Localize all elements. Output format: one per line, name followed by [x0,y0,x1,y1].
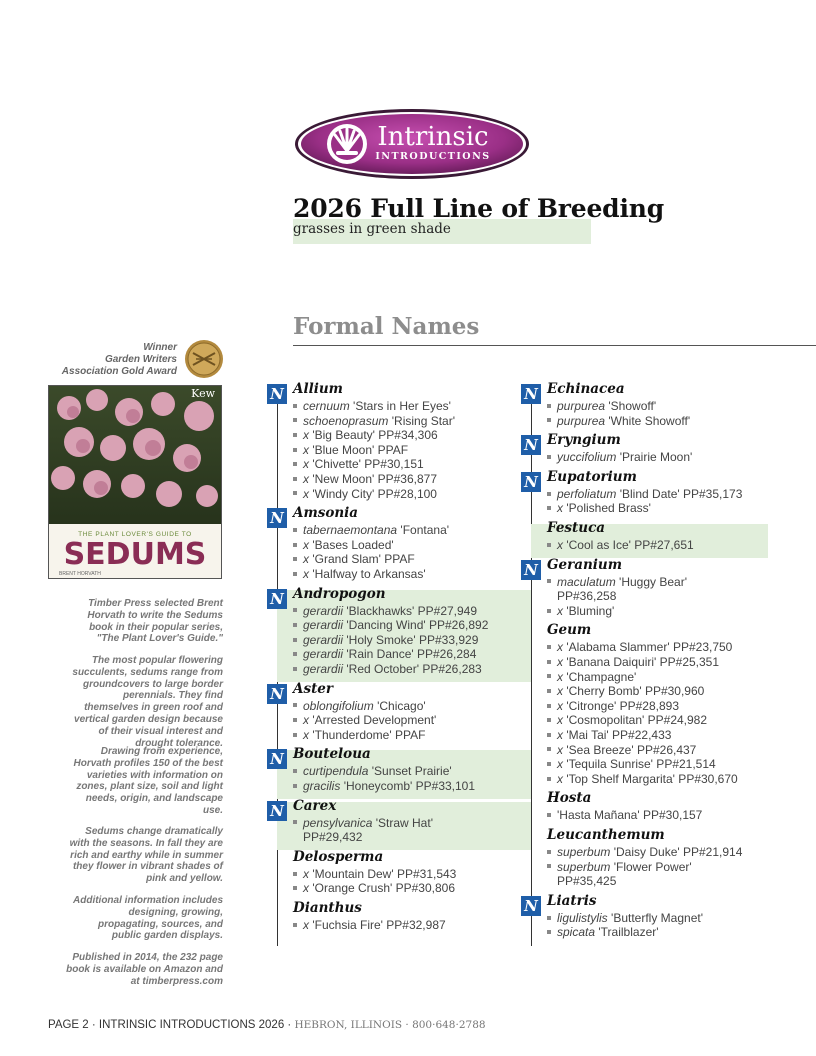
cultivar-name: 'Red October' PP#26,283 [346,662,482,676]
cultivar-entry [547,575,687,590]
cultivar-name: 'Halfway to Arkansas' [312,567,426,581]
genus-heading: Delosperma [293,848,384,865]
cultivar-entry [293,867,456,882]
bullet-icon [547,718,551,722]
species-name: x [303,442,309,457]
bullet-icon [547,733,551,737]
species-name: x [303,567,309,581]
cultivar-entry [293,779,475,794]
genus-heading: Carex [293,797,337,814]
species-name: x [557,501,563,516]
cultivar-name: 'Butterfly Magnet' [611,910,703,925]
cultivar-name: 'Arrested Development' [312,713,437,728]
sidebar-paragraph: Drawing from experience, Horvath profiles 150 of the best varieties with information on zones, plant size, soil and light needs, origin, and landscape use. [73,746,223,816]
cultivar-entry [547,713,707,728]
species-name: gerardii [303,662,344,676]
cultivar-name: 'Citronge' PP#28,893 [566,698,680,713]
logo-tagline: INTRODUCTIONS [375,151,491,162]
cultivar-entry [293,414,455,429]
species-name: cernuum [303,399,350,413]
cultivar-name: 'Showoff' [608,399,657,413]
cultivar-entry [547,655,719,670]
sidebar-paragraph: Timber Press selected Brent Horvath to write the Sedums book in their popular series, "The Plant Lover's Guide." [87,598,223,645]
cultivar-name: 'White Showoff' [608,413,691,428]
cultivar-name: 'Alabama Slammer' PP#23,750 [566,640,733,655]
bullet-icon [293,652,297,656]
cultivar-entry [547,911,703,926]
cultivar-entry [293,567,426,582]
genus-heading: Eupatorium [547,468,637,485]
cultivar-name: 'Dancing Wind' PP#26,892 [346,618,489,633]
cultivar-entry [293,604,477,619]
species-name: x [303,537,309,552]
species-name: oblongifolium [303,698,374,713]
book-title: SEDUMS [63,537,207,572]
species-name: x [557,655,563,669]
cultivar-name: 'Cosmopolitan' PP#24,982 [566,713,708,728]
page-subheadline: grasses in green shade [293,221,451,237]
cultivar-name: 'Fontana' [400,523,450,538]
cultivar-entry [293,764,452,779]
flower-icon [327,124,367,164]
cultivar-name: 'Fuchsia Fire' PP#32,987 [312,918,446,932]
bullet-icon [293,733,297,737]
bullet-icon [547,916,551,920]
cultivar-entry [547,487,742,502]
cultivar-entry [293,728,425,743]
cultivar-entry [547,501,651,516]
bullet-icon [547,850,551,854]
species-name: spicata [557,925,596,940]
intrinsic-logo [293,107,531,181]
book-publisher: Kew [191,387,215,400]
cultivar-entry [293,457,424,472]
cultivar-name: 'Blind Date' PP#35,173 [619,486,743,501]
species-name: gerardii [303,647,344,662]
cultivar-entry [293,699,426,714]
species-name: x [557,698,563,713]
sidebar-paragraph: Published in 2014, the 232 page book is available on Amazon and at timberpress.com [66,952,223,987]
bullet-icon [547,645,551,649]
cultivar-name: 'Mai Tai' PP#22,433 [566,728,672,742]
cultivar-name: 'Top Shelf Margarita' PP#30,670 [566,771,738,786]
species-name: superbum [557,845,611,859]
bullet-icon [547,660,551,664]
cultivar-entry [293,523,449,538]
species-name: x [557,684,563,699]
species-name: superbum [557,859,611,874]
bullet-icon [293,557,297,561]
cultivar-name: 'Rain Dance' PP#26,284 [346,647,477,662]
cultivar-name: 'Thunderdome' PPAF [312,727,426,742]
cultivar-entry-continued: PP#36,258 [557,589,617,604]
bullet-icon [293,923,297,927]
bullet-icon [547,543,551,547]
award-caption [48,342,177,378]
species-name: purpurea [557,399,606,413]
cultivar-name: 'Flower Power' [613,859,692,874]
bullet-icon [547,609,551,613]
cultivar-name: 'Blue Moon' PPAF [312,442,409,457]
cultivar-name: 'Daisy Duke' PP#21,914 [613,845,743,859]
cultivar-entry [547,604,614,619]
section-title: Formal Names [293,313,480,340]
award-line: Garden Writers [104,354,177,365]
new-badge: N [267,801,287,821]
cultivar-name: 'Rising Star' [391,413,456,428]
cultivar-entry [547,757,716,772]
species-name: x [557,713,563,728]
cultivar-entry [293,552,415,567]
species-name: maculatum [557,574,616,589]
bullet-icon [547,492,551,496]
new-badge: N [267,749,287,769]
cultivar-entry [293,816,433,831]
cultivar-entry [547,925,659,940]
species-name: x [303,918,309,932]
cultivar-entry [293,633,478,648]
genus-heading: Festuca [547,520,606,536]
bullet-icon [547,506,551,510]
genus-heading: Geum [547,622,592,639]
new-badge: N [521,472,541,492]
genus-heading: Liatris [547,892,597,909]
cultivar-entry [547,743,696,758]
cultivar-name: 'Tequila Sunrise' PP#21,514 [566,757,716,772]
cultivar-name: 'Mountain Dew' PP#31,543 [312,866,457,881]
cultivar-entry [547,845,742,860]
bullet-icon [547,762,551,766]
bullet-icon [293,769,297,773]
genus-heading: Geranium [547,556,623,573]
genus-heading: Leucanthemum [547,827,665,843]
new-badge: N [267,589,287,609]
bullet-icon [293,820,297,824]
bullet-icon [293,718,297,722]
cultivar-entry [293,881,455,896]
cultivar-entry [293,918,446,933]
footer-left: PAGE 2 · INTRINSIC INTRODUCTIONS 2026 · [48,1019,295,1031]
bullet-icon [293,638,297,642]
cultivar-name: 'Champagne' [566,669,637,684]
new-badge: N [267,684,287,704]
bullet-icon [293,623,297,627]
new-badge: N [521,896,541,916]
genus-heading: Bouteloua [293,746,371,763]
cultivar-name: 'Stars in Her Eyes' [353,399,451,413]
species-name: purpurea [557,413,606,428]
cultivar-entry [547,450,692,465]
page-headline: 2026 Full Line of Breeding [293,194,665,223]
bullet-icon [293,703,297,707]
cultivar-name: 'Cool as Ice' PP#27,651 [566,538,694,552]
cultivar-entry [293,443,408,458]
bullet-icon [293,418,297,422]
species-name: gerardii [303,603,344,618]
bullet-icon [547,747,551,751]
cultivar-name: 'Blackhawks' PP#27,949 [346,603,478,618]
cultivar-name: 'Sea Breeze' PP#26,437 [566,742,697,757]
cultivar-name: 'Bases Loaded' [312,537,394,552]
cultivar-name: 'Bluming' [566,603,615,618]
bullet-icon [547,777,551,781]
species-name: curtipendula [303,764,369,779]
bullet-icon [547,404,551,408]
genus-heading: Dianthus [293,900,362,916]
bullet-icon [293,886,297,890]
cultivar-name: 'Huggy Bear' [619,574,687,589]
species-name: x [303,552,309,567]
genus-heading: Eryngium [547,432,621,449]
cultivar-entry [547,699,679,714]
species-name: gerardii [303,632,344,647]
cultivar-entry-continued: PP#29,432 [303,830,363,845]
cultivar-entry [547,860,692,875]
bullet-icon [293,572,297,576]
cultivar-name: 'Banana Daiquiri' PP#25,351 [566,655,720,669]
cultivar-entry [293,713,436,728]
genus-heading: Amsonia [293,505,359,522]
species-name: ligulistylis [557,910,608,925]
cultivar-name: 'Chicago' [377,698,426,713]
new-badge: N [521,560,541,580]
cultivar-entry [547,399,656,414]
genus-heading: Aster [293,680,334,697]
cultivar-name: 'Orange Crush' PP#30,806 [312,881,456,896]
logo-wordmark: Intrinsic [377,122,489,152]
species-name: gracilis [303,779,341,793]
cultivar-name: 'Polished Brass' [566,501,651,516]
species-name: schoenoprasum [303,413,389,428]
species-name: x [303,428,309,443]
cultivar-name: 'Chivette' PP#30,151 [312,457,424,472]
bullet-icon [293,528,297,532]
sidebar-paragraph: The most popular flowering succulents, sedums range from groundcovers to large border perennials. They find themselves in green roof and vertical garden design because of their visual interest and drought tolerance. [72,655,223,749]
section-divider [293,345,816,346]
genus-heading: Echinacea [547,381,625,397]
cultivar-entry [293,399,451,414]
gold-medal-icon [184,339,224,379]
cultivar-name: 'Hasta Mañana' PP#30,157 [557,808,703,823]
bullet-icon [547,864,551,868]
new-badge: N [267,508,287,528]
species-name: x [557,728,563,742]
new-badge: N [267,384,287,404]
species-name: yuccifolium [557,450,617,465]
book-author: BRENT HORVATH [59,571,101,577]
cultivar-entry [293,538,394,553]
species-name: x [303,881,309,896]
bullet-icon [293,872,297,876]
species-name: gerardii [303,618,344,633]
cultivar-entry [547,670,636,685]
species-name: x [303,713,309,728]
bullet-icon [293,608,297,612]
species-name: perfoliatum [557,486,617,501]
bullet-icon [293,784,297,788]
bullet-icon [293,462,297,466]
bullet-icon [293,477,297,481]
cultivar-entry [547,684,704,699]
bullet-icon [293,433,297,437]
bullet-icon [547,704,551,708]
award-line: Winner [143,342,177,353]
cultivar-entry [293,662,482,677]
cultivar-entry [547,414,690,429]
cultivar-entry [293,472,437,487]
bullet-icon [293,667,297,671]
genus-heading: Allium [293,381,343,397]
bullet-icon [293,543,297,547]
bullet-icon [293,491,297,495]
book-small-title: THE PLANT LOVER'S GUIDE TO [78,531,192,538]
bullet-icon [547,813,551,817]
sidebar-paragraph: Sedums change dramatically with the seasons. In fall they are rich and earthy while in summer they flower in vibrant shades of pink and yellow. [69,826,223,885]
genus-heading: Andropogon [293,585,386,602]
bullet-icon [293,404,297,408]
species-name: x [303,727,309,742]
cultivar-name: 'Straw Hat' [375,815,433,830]
species-name: x [303,457,309,472]
bullet-icon [547,674,551,678]
cultivar-entry-continued: PP#35,425 [557,874,617,889]
cultivar-entry [547,640,732,655]
bullet-icon [547,689,551,693]
species-name: x [557,771,563,786]
sidebar-paragraph: Additional information includes designing, growing, propagating, sources, and public garden displays. [73,895,223,942]
cultivar-entry [547,538,694,553]
species-name: x [557,742,563,757]
bullet-icon [547,930,551,934]
footer-right: HEBRON, ILLINOIS · 800·648·2788 [294,1019,486,1031]
species-name: x [557,640,563,655]
cultivar-entry [547,728,671,743]
cultivar-entry [547,772,738,787]
cultivar-entry [293,487,437,502]
cultivar-name: 'Big Beauty' PP#34,306 [312,428,438,443]
species-name: x [557,669,563,684]
book-cover [48,385,222,579]
cultivar-entry [293,647,476,662]
bullet-icon [293,448,297,452]
species-name: tabernaemontana [303,523,398,538]
cultivar-name: 'Honeycomb' PP#33,101 [343,779,476,793]
cultivar-name: 'Windy City' PP#28,100 [312,486,437,501]
bullet-icon [547,579,551,583]
cultivar-name: 'Holy Smoke' PP#33,929 [346,632,479,647]
page-footer [48,1019,486,1031]
new-badge: N [521,384,541,404]
cultivar-name: 'Cherry Bomb' PP#30,960 [566,684,705,699]
cultivar-name: 'Sunset Prairie' [371,764,452,779]
award-line: Association Gold Award [61,366,177,377]
new-badge: N [521,435,541,455]
species-name: x [303,486,309,501]
species-name: x [303,866,309,881]
cultivar-entry [293,618,488,633]
cultivar-name: 'Prairie Moon' [619,450,693,465]
species-name: x [557,603,563,618]
species-name: x [557,757,563,772]
species-name: pensylvanica [303,815,373,830]
bullet-icon [547,418,551,422]
cultivar-name: 'Trailblazer' [598,925,659,940]
cultivar-name: 'Grand Slam' PPAF [312,552,415,567]
bullet-icon [547,455,551,459]
cultivar-entry [293,428,438,443]
cultivar-name: 'New Moon' PP#36,877 [312,472,438,486]
species-name: x [557,538,563,552]
species-name: x [303,472,309,486]
cultivar-entry [547,808,702,823]
genus-heading: Hosta [547,790,592,807]
